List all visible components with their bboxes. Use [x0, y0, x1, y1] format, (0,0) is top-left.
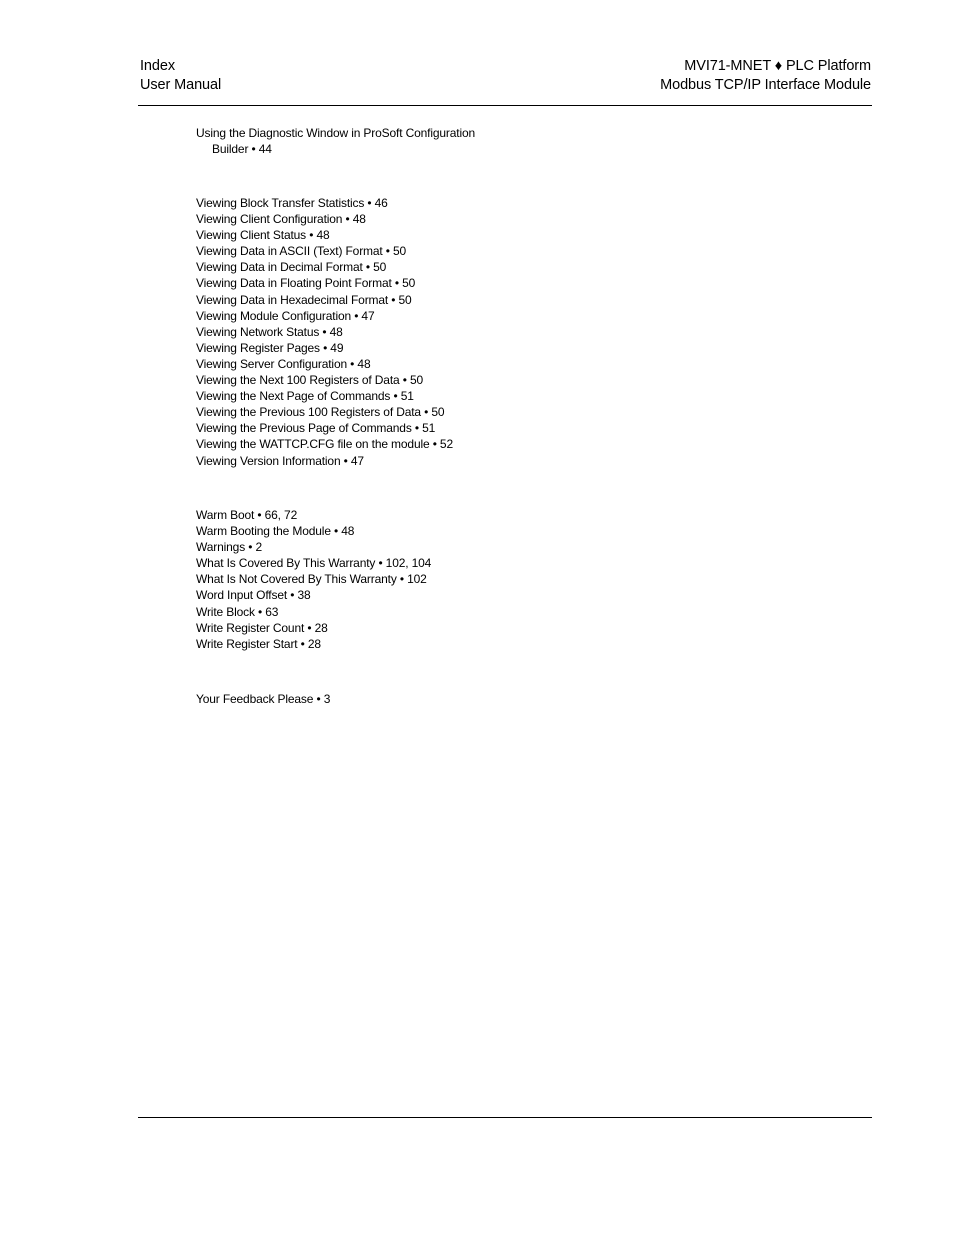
index-entry: Viewing Data in Hexadecimal Format • 50	[196, 292, 412, 307]
index-entry: Viewing Block Transfer Statistics • 46	[196, 196, 388, 210]
page-header	[140, 57, 871, 97]
header-divider	[138, 105, 872, 106]
index-entry: Your Feedback Please • 3	[196, 692, 331, 706]
index-entry: Viewing the Previous 100 Registers of Data • 50	[196, 405, 445, 420]
index-entry: Word Input Offset • 38	[196, 588, 311, 603]
index-entry: Write Register Start • 28	[196, 636, 321, 651]
header-right	[660, 57, 871, 95]
index-entry: Viewing Version Information • 47	[196, 453, 364, 468]
index-section-w	[196, 507, 596, 652]
index-entry-text: Using the Diagnostic Window in ProSoft Configuration	[196, 126, 476, 140]
index-entry: Viewing the Previous Page of Commands • 51	[196, 421, 436, 436]
index-entry: Viewing Data in Floating Point Format • 50	[196, 276, 416, 291]
index-entry: Viewing the Next Page of Commands • 51	[196, 389, 414, 404]
index-section-y	[196, 691, 596, 707]
header-document-type: User Manual	[140, 77, 222, 93]
header-left	[140, 57, 221, 95]
index-entry: Viewing Client Status • 48	[196, 228, 330, 243]
index-entry: Viewing Data in ASCII (Text) Format • 50	[196, 244, 407, 259]
index-entry: Viewing Data in Decimal Format • 50	[196, 260, 387, 275]
index-entry	[196, 125, 596, 157]
index-entry: Viewing the WATTCP.CFG file on the module • 52	[196, 437, 453, 452]
index-entry: Warm Boot • 66, 72	[196, 508, 298, 522]
index-entry: Viewing the Next 100 Registers of Data • 50	[196, 373, 423, 388]
index-entry: Warnings • 2	[196, 540, 262, 555]
index-entry: Viewing Register Pages • 49	[196, 340, 344, 355]
index-entry: What Is Covered By This Warranty • 102, 104	[196, 556, 432, 571]
header-section-title: Index	[140, 58, 175, 74]
index-section-u	[196, 125, 596, 157]
index-entry: Viewing Module Configuration • 47	[196, 308, 375, 323]
index-entry: What Is Not Covered By This Warranty • 102	[196, 572, 427, 587]
index-entry: Viewing Network Status • 48	[196, 324, 343, 339]
index-entry: Write Register Count • 28	[196, 620, 328, 635]
index-entry: Write Block • 63	[196, 604, 279, 619]
index-entry-continuation: Builder • 44	[212, 142, 272, 157]
index-entry: Warm Booting the Module • 48	[196, 524, 355, 539]
header-product-name: MVI71-MNET ♦ PLC Platform	[684, 58, 871, 74]
index-entry: Viewing Server Configuration • 48	[196, 356, 371, 371]
index-entry: Viewing Client Configuration • 48	[196, 212, 366, 227]
footer-divider	[138, 1117, 872, 1118]
header-product-description: Modbus TCP/IP Interface Module	[660, 77, 871, 93]
index-section-v	[196, 195, 596, 469]
